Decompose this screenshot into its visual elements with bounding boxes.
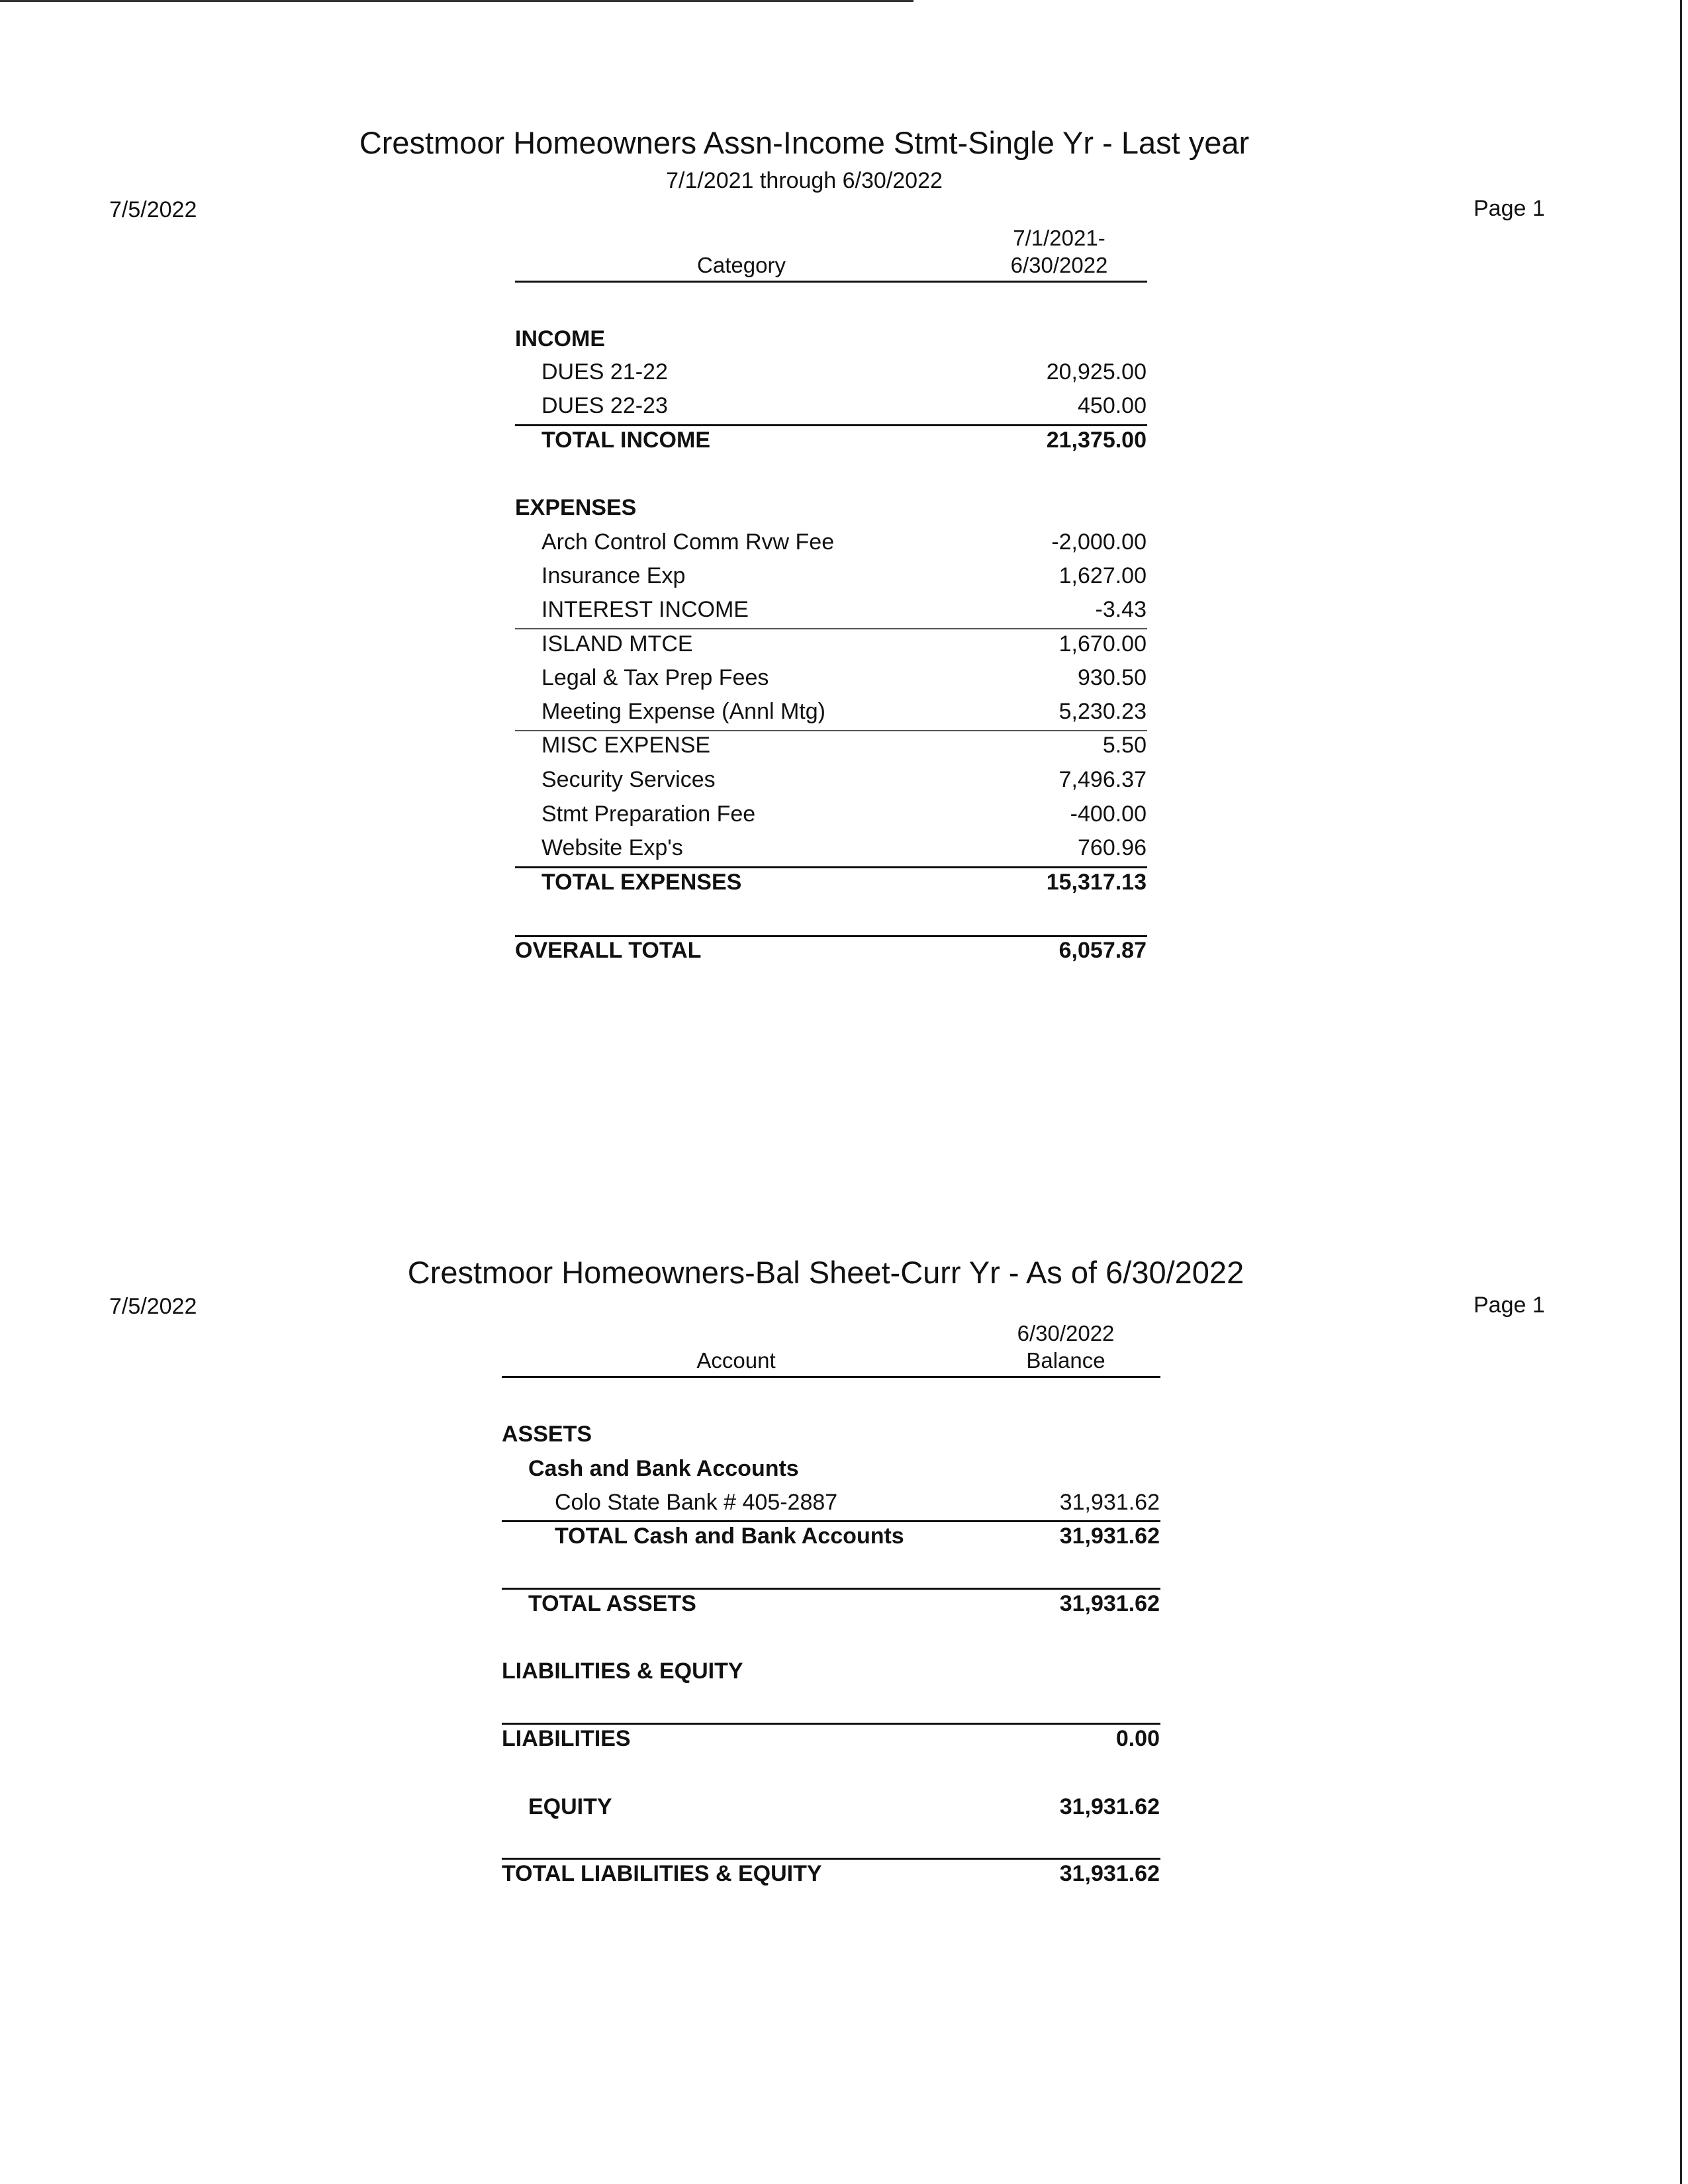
income-title: Crestmoor Homeowners Assn-Income Stmt-Single Yr - Last year [359, 125, 1250, 160]
row-amount: 20,925.00 [1046, 359, 1147, 385]
total-le-amount: 31,931.62 [1059, 1861, 1160, 1886]
balance-print-date: 7/5/2022 [109, 1294, 197, 1319]
row-label: ISLAND MTCE [541, 631, 693, 657]
header-rule [502, 1376, 1160, 1378]
row-label: Website Exp's [541, 835, 683, 860]
col-header-balance-line2: Balance [1026, 1348, 1105, 1373]
col-header-account: Account [696, 1348, 776, 1373]
col-header-category: Category [697, 253, 786, 277]
row-amount: 5,230.23 [1058, 699, 1147, 724]
equity-label: EQUITY [528, 1794, 612, 1819]
row-label: Meeting Expense (Annl Mtg) [541, 699, 825, 724]
total-expenses-label: TOTAL EXPENSES [541, 870, 742, 895]
row-amount: 760.96 [1078, 835, 1147, 860]
row-amount: 1,670.00 [1058, 631, 1147, 657]
total-cash-label: TOTAL Cash and Bank Accounts [555, 1524, 904, 1549]
equity-amount: 31,931.62 [1059, 1794, 1160, 1819]
row-amount: -2,000.00 [1051, 529, 1147, 555]
liabilities-label: LIABILITIES [502, 1726, 631, 1751]
liabilities-rule [502, 1723, 1160, 1725]
row-amount: 31,931.62 [1059, 1490, 1160, 1515]
total-le-rule [502, 1858, 1160, 1860]
row-label: DUES 22-23 [541, 393, 668, 418]
header-rule [515, 281, 1147, 283]
col-header-period-line2: 6/30/2022 [1010, 253, 1108, 277]
expenses-heading: EXPENSES [515, 495, 637, 520]
total-assets-label: TOTAL ASSETS [528, 1591, 696, 1616]
row-label: MISC EXPENSE [541, 733, 711, 758]
total-income-rule [515, 424, 1147, 426]
row-label: DUES 21-22 [541, 359, 668, 385]
overall-total-amount: 6,057.87 [1058, 938, 1147, 963]
row-separator [515, 730, 1147, 731]
total-income-amount: 21,375.00 [1046, 428, 1147, 453]
row-amount: 450.00 [1078, 393, 1147, 418]
row-label: Arch Control Comm Rvw Fee [541, 529, 835, 555]
row-label: Insurance Exp [541, 563, 686, 588]
liabilities-equity-heading: LIABILITIES & EQUITY [502, 1659, 743, 1684]
row-amount: -400.00 [1070, 801, 1147, 827]
row-amount: 1,627.00 [1058, 563, 1147, 588]
income-heading: INCOME [515, 326, 605, 351]
row-amount: 7,496.37 [1058, 767, 1147, 792]
row-label: Stmt Preparation Fee [541, 801, 756, 827]
income-date-range: 7/1/2021 through 6/30/2022 [666, 168, 943, 193]
total-expenses-rule [515, 866, 1147, 868]
total-income-label: TOTAL INCOME [541, 428, 710, 453]
total-assets-rule [502, 1588, 1160, 1590]
row-label: Legal & Tax Prep Fees [541, 665, 769, 690]
income-page-number: Page 1 [1474, 196, 1545, 221]
overall-total-label: OVERALL TOTAL [515, 938, 702, 963]
total-expenses-amount: 15,317.13 [1046, 870, 1147, 895]
row-amount: -3.43 [1095, 597, 1147, 622]
scan-top-edge [0, 0, 914, 2]
scan-right-edge [1680, 0, 1682, 2184]
col-header-period-line1: 7/1/2021- [1013, 226, 1105, 250]
income-print-date: 7/5/2022 [109, 197, 197, 222]
total-cash-amount: 31,931.62 [1059, 1524, 1160, 1549]
cash-heading: Cash and Bank Accounts [528, 1456, 799, 1481]
assets-heading: ASSETS [502, 1422, 592, 1447]
total-assets-amount: 31,931.62 [1059, 1591, 1160, 1616]
row-separator [515, 628, 1147, 629]
balance-title: Crestmoor Homeowners-Bal Sheet-Curr Yr - As of 6/30/2022 [407, 1255, 1244, 1290]
total-cash-rule [502, 1520, 1160, 1522]
row-amount: 930.50 [1078, 665, 1147, 690]
total-le-label: TOTAL LIABILITIES & EQUITY [502, 1861, 822, 1886]
row-amount: 5.50 [1102, 733, 1147, 758]
row-label: Colo State Bank # 405-2887 [555, 1490, 838, 1515]
liabilities-amount: 0.00 [1115, 1726, 1160, 1751]
col-header-balance-line1: 6/30/2022 [1017, 1321, 1115, 1345]
row-label: Security Services [541, 767, 716, 792]
row-label: INTEREST INCOME [541, 597, 749, 622]
balance-page-number: Page 1 [1474, 1293, 1545, 1318]
